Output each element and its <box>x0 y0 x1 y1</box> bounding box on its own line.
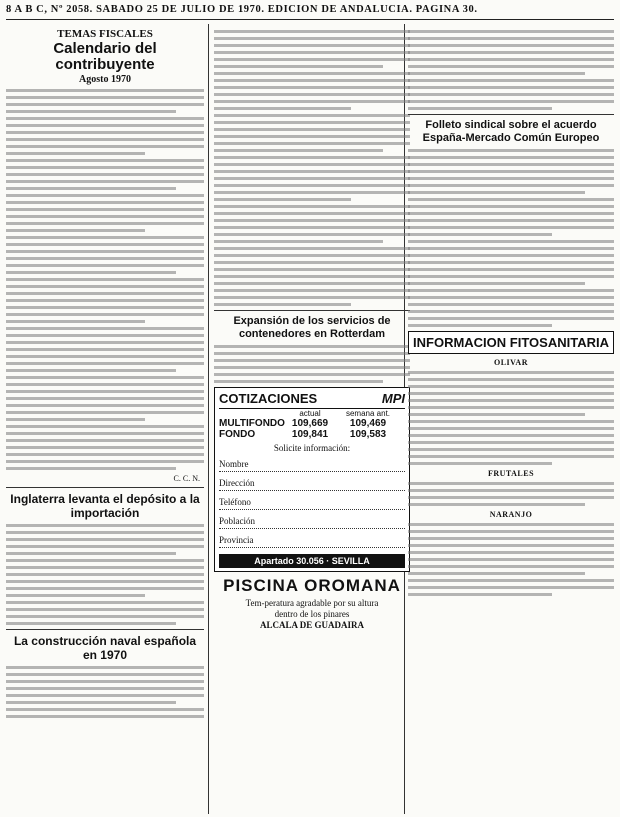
fund-previous: 109,469 <box>349 418 387 429</box>
ad-footer: Apartado 30.056 · SEVILLA <box>219 554 405 568</box>
headline-subtitle: Agosto 1970 <box>79 74 131 85</box>
column-divider-1 <box>208 24 209 814</box>
column-3 <box>408 26 614 600</box>
article-body-frutales <box>408 482 614 506</box>
piscina-ad-title: PISCINA OROMANA <box>223 576 401 595</box>
piscina-line2: dentro de los pinares <box>274 609 350 619</box>
article-signature: C. C. N. <box>173 474 200 483</box>
section-frutales: FRUTALES <box>487 469 535 478</box>
ad-row <box>219 429 405 440</box>
article-body-olivar <box>408 371 614 465</box>
form-title: Solicite información: <box>273 443 351 453</box>
ad-col-header: actual <box>299 409 321 418</box>
headline-calendario: Calendario del contribuyente <box>53 40 157 73</box>
article-body-top <box>408 30 614 110</box>
fund-label: MULTIFONDO <box>219 418 285 429</box>
page-header: 8 A B C, Nº 2058. SABADO 25 DE JULIO DE 1970. EDICION DE ANDALUCIA. PAGINA 30. <box>6 4 478 15</box>
section-kicker: TEMAS FISCALES <box>57 28 153 40</box>
column-1 <box>6 26 204 722</box>
article-body-rotterdam <box>214 345 410 383</box>
separator <box>6 487 204 488</box>
form-field-nombre[interactable]: Nombre <box>219 459 405 472</box>
ad-row <box>219 418 405 429</box>
form-field-telefono[interactable]: Teléfono <box>219 497 405 510</box>
ad-brand: MPI <box>381 391 405 406</box>
cotizaciones-ad <box>214 387 410 572</box>
headline-inglaterra: Inglaterra levanta el depósito a la importación <box>10 492 200 520</box>
article-body-continued <box>214 30 410 306</box>
article-body-folleto <box>408 149 614 327</box>
fitosanitaria-box <box>408 331 614 354</box>
fund-label: FONDO <box>219 429 256 440</box>
separator <box>6 629 204 630</box>
form-field-poblacion[interactable]: Población <box>219 516 405 529</box>
article-body-calendario <box>6 89 204 470</box>
separator <box>408 114 614 115</box>
header-rule <box>6 19 614 20</box>
article-body-naranjo <box>408 523 614 596</box>
fitosanitaria-title: INFORMACION FITOSANITARIA <box>413 335 609 350</box>
form-field-provincia[interactable]: Provincia <box>219 535 405 548</box>
section-naranjo: NARANJO <box>489 510 533 519</box>
headline-rotterdam: Expansión de los servicios de contenedores en Rotterdam <box>233 315 391 340</box>
piscina-place: ALCALA DE GUADAIRA <box>259 620 364 630</box>
headline-construccion-naval: La construcción naval española en 1970 <box>13 634 197 662</box>
fund-actual: 109,669 <box>291 418 329 429</box>
piscina-line1: Tem-peratura agradable por su altura <box>245 598 379 608</box>
form-field-direccion[interactable]: Dirección <box>219 478 405 491</box>
ad-title <box>219 391 405 409</box>
fund-actual: 109,841 <box>291 429 329 440</box>
fund-previous: 109,583 <box>349 429 387 440</box>
ad-title-text: COTIZACIONES <box>219 391 318 406</box>
separator <box>214 310 410 311</box>
column-2 <box>214 26 410 631</box>
article-body-construccion <box>6 666 204 718</box>
article-body-inglaterra <box>6 524 204 625</box>
section-olivar: OLIVAR <box>494 358 528 367</box>
headline-folleto-sindical: Folleto sindical sobre el acuerdo España-Mercado Común Europeo <box>422 119 600 144</box>
ad-col-header: semana ant. <box>345 409 391 418</box>
ad-header-row <box>219 409 405 418</box>
